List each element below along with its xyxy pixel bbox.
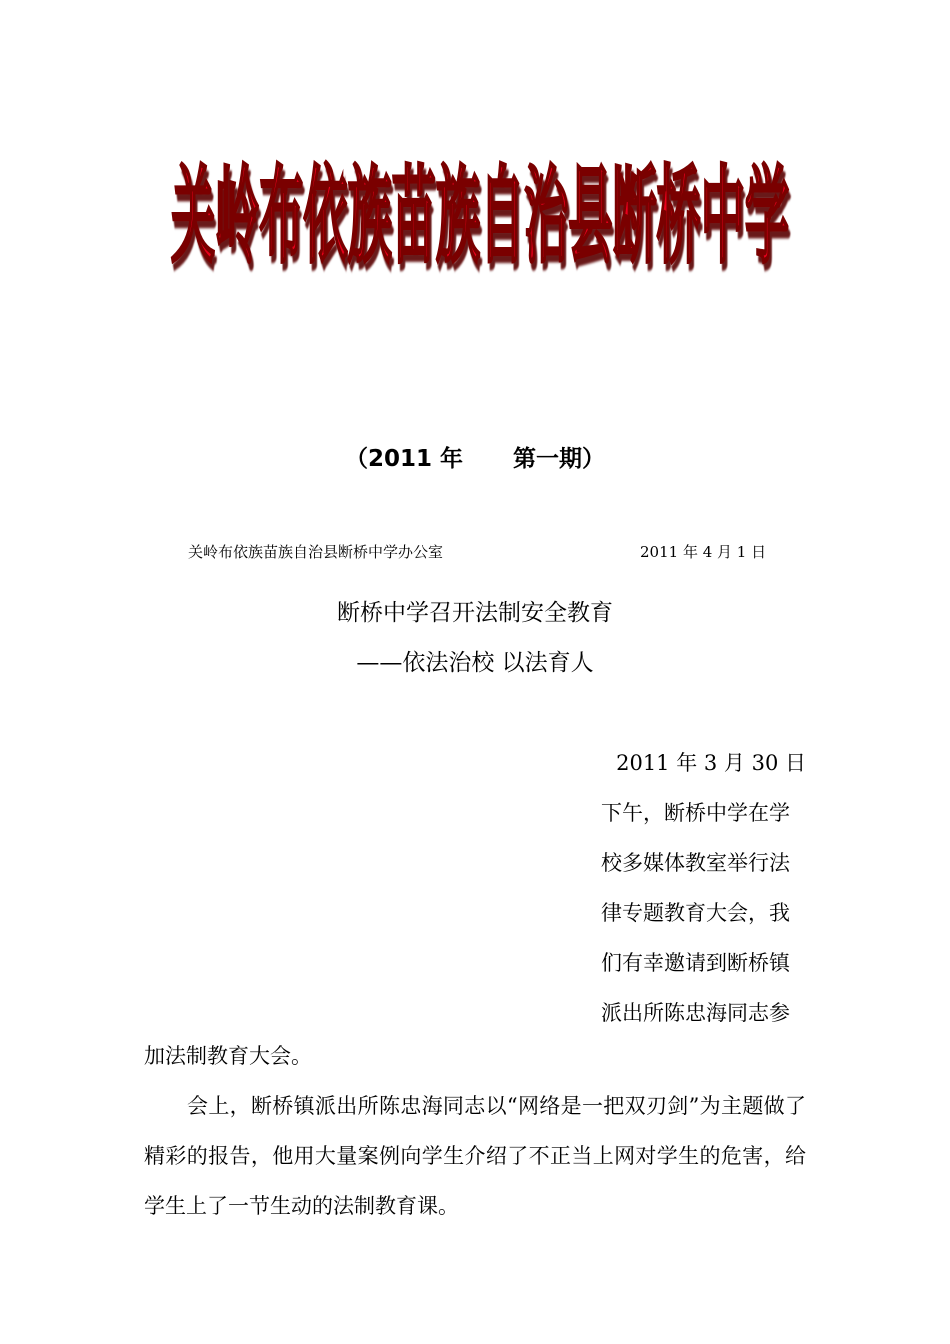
column-line: 下午，断桥中学在学 [601,801,790,825]
masthead-wordart [160,112,800,292]
article-column [601,738,806,1038]
column-line: 们有幸邀请到断桥镇 [601,951,790,975]
issue-number: 第一期） [513,446,606,472]
publisher: 关岭布依族苗族自治县断桥中学办公室 [188,543,444,561]
column-line: 派出所陈忠海同志参 [601,1001,790,1025]
masthead [160,112,800,292]
column-line: 律专题教育大会，我 [601,901,790,925]
column-line: 校多媒体教室举行法 [601,851,790,875]
masthead-title: 关岭布依族苗族自治县断桥中学 [171,155,789,279]
column-line: 2011 年 3 月 30 日 [616,751,806,775]
paragraph-1-tail: 加法制教育大会。 [144,1044,312,1068]
article-subtitle: ——依法治校 以法育人 [356,650,594,676]
publish-date: 2011 年 4 月 1 日 [640,543,767,561]
paragraph-2: 会上，断桥镇派出所陈忠海同志以“网络是一把双刃剑”为主题做了精彩的报告，他用大量案例向学生介绍了不正当上网对学生的危害，给学生上了一节生动的法制教育课。 [144,1094,806,1218]
issue-label [0,440,950,473]
article-title: 断桥中学召开法制安全教育 [337,600,613,626]
issue-year: （2011 年 [344,446,464,472]
